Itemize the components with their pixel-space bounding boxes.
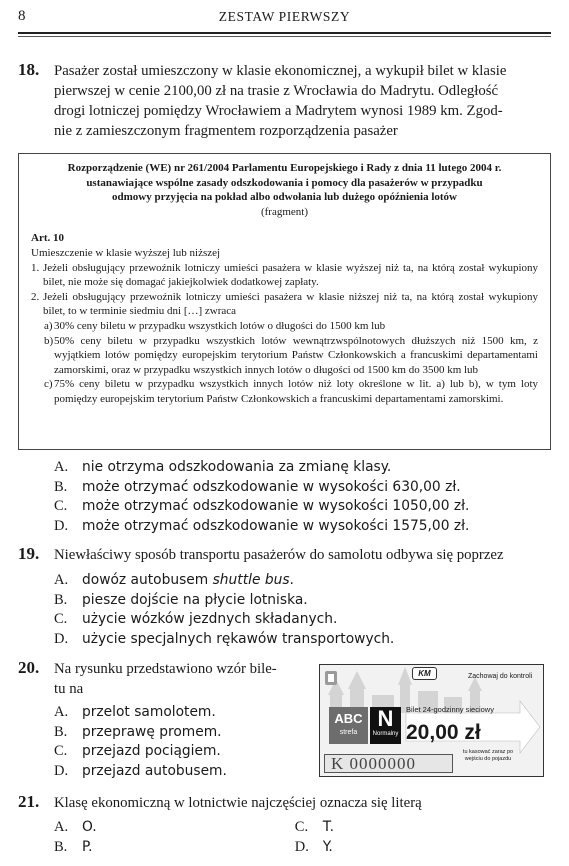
question-20-text [54, 659, 304, 699]
option-letter: D. [54, 630, 69, 647]
coat-of-arms-inner [328, 674, 334, 682]
option-text: przelot samolotem. [82, 704, 216, 720]
question-line: drogi lotniczej pomiędzy Wrocławiem a Madrytem wynosi 1989 km. Zgod- [54, 103, 503, 119]
option-letter: D. [294, 838, 309, 855]
regulation-title-line: ustanawiające wspólne zasady odszkodowania i pomocy dla pasażerów w przypadku [86, 176, 483, 189]
question-21-text: Klasę ekonomiczną w lotnictwie najczęściej oznacza się literą [54, 795, 422, 811]
question-line: tu na [54, 681, 84, 697]
fare-label: Normalny [372, 731, 399, 737]
subitem-text: 30% ceny biletu w przypadku wszystkich lotów o długości do 1500 km lub [54, 319, 386, 332]
option-letter: B. [54, 591, 68, 608]
question-20-number: 20. [18, 658, 40, 677]
option-text: piesze dojście na płycie lotniska. [82, 591, 308, 608]
option-text: O. [82, 819, 97, 835]
ticket-price: 20,00 zł [406, 721, 481, 744]
question-19-options [54, 571, 394, 649]
question-21-options [54, 818, 354, 857]
option-text: użycie specjalnych rękawów transportowych. [82, 630, 395, 647]
question-line: pierwszej w cenie 2100,00 zł na trasie z Wrocławia do Madrytu. Odległość [54, 83, 499, 99]
option-text: P. [82, 838, 93, 855]
option-letter: C. [54, 611, 68, 627]
option-letter: A. [54, 572, 69, 588]
question-line: Na rysunku przedstawiono wzór bile- [54, 661, 277, 677]
option-text-italic: shuttle bus [212, 572, 290, 588]
option-text: przejazd pociągiem. [82, 743, 221, 759]
question-19-text: Niewłaściwy sposób transportu pasażerów do samolotu odbywa się poprzez [54, 547, 504, 563]
item-number: 2. [31, 290, 40, 303]
subitem-text: 75% ceny biletu w przypadku wszystkich innych lotów niż loty określone w lit. a) lub b), w tym loty pomiędzy europejskim terytorium Państw Członkowskich a francuskimi departamentami zamorskimi. [54, 378, 538, 405]
regulation-item [31, 290, 538, 319]
option-letter: B. [54, 723, 68, 740]
item-number: 1. [31, 261, 40, 274]
subitem-letter: b) [44, 334, 54, 347]
regulation-subitems [31, 319, 538, 407]
regulation-title [31, 161, 538, 205]
regulation-item [31, 261, 538, 290]
page-number: 8 [18, 8, 26, 24]
fare-letter: N [377, 706, 394, 731]
answer-option[interactable] [54, 571, 394, 591]
zone-code: ABC [334, 711, 363, 726]
option-text: może otrzymać odszkodowanie w wysokości 1575,00 zł. [82, 517, 470, 534]
option-letter: D. [54, 517, 69, 534]
question-18-number: 18. [18, 60, 40, 79]
carrier-logo: KM [412, 667, 437, 680]
answer-option[interactable] [54, 458, 469, 478]
answer-option[interactable] [54, 517, 469, 537]
option-text: może otrzymać odszkodowanie w wysokości 630,00 zł. [82, 478, 461, 495]
answer-option[interactable] [54, 742, 227, 762]
answer-option[interactable] [54, 478, 469, 498]
subitem-letter: a) [44, 319, 53, 332]
subitem-text: 50% ceny biletu w przypadku wszystkich lotów wewnątrzwspólnotowych dłuższych niż 1500 km, z wyjątkiem lotów pomiędzy europejskim terytorium Państw Członkowskich a francuskimi departamentami zamorskimi, oraz w przypadku wszystkich innych lotów o długości od 1500 km do 3500 km lub [54, 334, 538, 376]
regulation-title-line: Rozporządzenie (WE) nr 261/2004 Parlamentu Europejskiego i Rady z dnia 11 lutego 2004 r. [67, 162, 502, 174]
option-letter: D. [54, 762, 69, 779]
question-20-options [54, 703, 227, 781]
article-title: Umieszczenie w klasie wyższej lub niższej [31, 246, 221, 259]
question-18-options [54, 458, 469, 536]
question-line: nie z zamieszczonym fragmentem rozporządzenia pasażer [54, 123, 398, 139]
option-text: T. [322, 819, 334, 835]
regulation-excerpt [18, 153, 551, 450]
option-letter: A. [54, 819, 69, 835]
item-text: Jeżeli obsługujący przewoźnik lotniczy umieści pasażera w klasie wyższej niż ta, na którą został wykupiony bilet, nie może się domagać jakiejkolwiek dodatkowej zapłaty. [43, 261, 538, 289]
answer-option[interactable] [295, 838, 354, 858]
answer-option[interactable] [54, 703, 227, 723]
question-18-text [54, 61, 545, 141]
item-text: Jeżeli obsługujący przewoźnik lotniczy umieści pasażera w klasie niższej niż ta, na którą został wykupiony bilet, to w terminie siedmiu dni […] zwraca [43, 290, 538, 318]
option-text: przejazd autobusem. [82, 762, 227, 779]
answer-option[interactable] [54, 591, 394, 611]
ticket-name: Bilet 24-godzinny sieciowy [406, 705, 494, 714]
question-19-number: 19. [18, 544, 40, 563]
article-number: Art. 10 [31, 232, 64, 245]
option-text [82, 571, 294, 591]
ticket-illustration [319, 664, 544, 777]
answer-option[interactable] [54, 838, 295, 858]
page-header [18, 8, 551, 30]
option-letter: C. [54, 743, 68, 759]
option-text: może otrzymać odszkodowanie w wysokości 1050,00 zł. [82, 498, 470, 514]
header-rule [18, 32, 551, 34]
zone-badge [329, 707, 368, 744]
keep-note: Zachowaj do kontroli [468, 673, 533, 680]
option-text-part: . [289, 572, 294, 588]
regulation-subitem [44, 319, 538, 334]
subitem-letter: c) [44, 378, 53, 391]
question-line: Pasażer został umieszczony w klasie ekonomicznej, a wykupił bilet w klasie [54, 63, 507, 79]
option-text: nie otrzyma odszkodowania za zmianę klasy. [82, 459, 392, 475]
option-text: przeprawę promem. [82, 723, 222, 740]
option-letter: C. [294, 819, 309, 835]
regulation-title-line: odmowy przyjęcia na pokład albo odwołania lub dużego opóźnienia lotów [111, 191, 458, 204]
answer-option[interactable] [295, 818, 354, 838]
option-letter: A. [54, 459, 69, 475]
fare-badge [370, 707, 401, 744]
answer-option[interactable] [54, 497, 469, 517]
answer-option[interactable] [54, 610, 394, 630]
regulation-subitem [44, 377, 538, 406]
option-letter: A. [54, 704, 69, 720]
question-21-number: 21. [18, 792, 40, 811]
option-letter: B. [54, 478, 68, 495]
answer-option[interactable] [54, 630, 394, 650]
regulation-subitem [44, 334, 538, 378]
option-text-part: dowóz autobusem [82, 572, 213, 588]
page-title: ZESTAW PIERWSZY [218, 9, 351, 24]
header-rule-thin [18, 36, 551, 37]
option-letter: C. [54, 498, 68, 514]
answer-option[interactable] [54, 762, 227, 782]
answer-option[interactable] [54, 818, 295, 838]
validate-note: tu kasować zaraz po wejściu do pojazdu [462, 749, 514, 762]
regulation-subtitle: (fragment) [260, 205, 309, 218]
option-text: użycie wózków jezdnych składanych. [82, 611, 338, 627]
option-text: Y. [322, 838, 333, 855]
zone-label: strefa [339, 729, 358, 736]
answer-option[interactable] [54, 723, 227, 743]
ticket-number: K 0000000 [324, 754, 453, 773]
option-letter: B. [54, 838, 68, 855]
